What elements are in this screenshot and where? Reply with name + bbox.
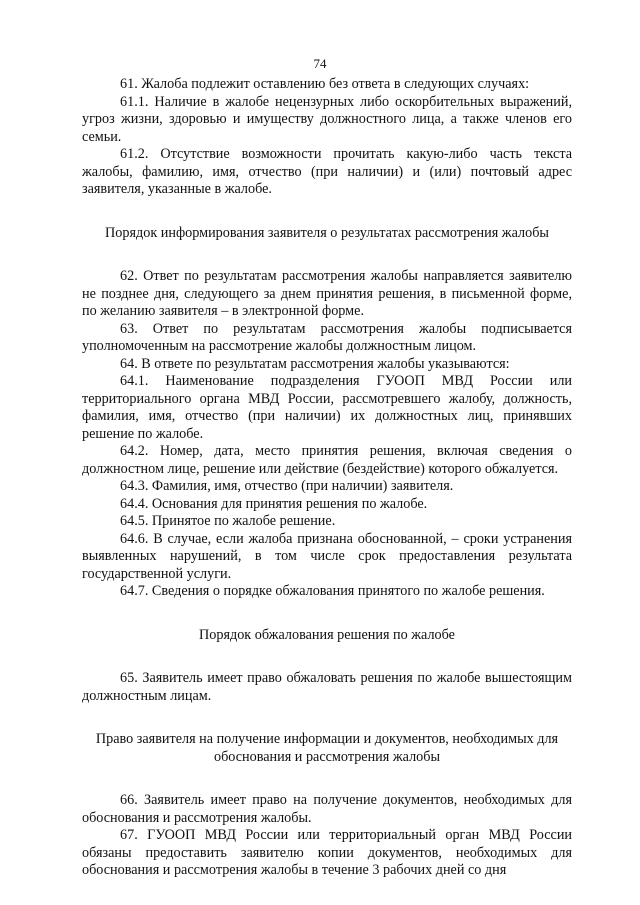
paragraph: 64.4. Основания для принятия решения по жалобе.	[120, 495, 428, 512]
paragraph: 64.6. В случае, если жалоба признана обоснованной, – сроки устранения выявленных нарушений, в том числе срок предоставления результата государственной услуги.	[82, 530, 572, 582]
paragraph: 64.7. Сведения о порядке обжалования принятого по жалобе решения.	[120, 583, 545, 599]
paragraph: 65. Заявитель имеет право обжаловать решения по жалобе вышестоящим должностным лицам.	[82, 670, 572, 704]
page-number: 74	[313, 56, 327, 71]
paragraph: 63. Ответ по результатам рассмотрения жалобы подписывается уполномоченным на рассмотрение жалобы должностным лицом.	[82, 320, 572, 354]
paragraph: 64.3. Фамилия, имя, отчество (при наличии) заявителя.	[120, 478, 454, 494]
section-heading: Порядок информирования заявителя о результатах рассмотрения жалобы	[105, 224, 549, 241]
paragraph: 62. Ответ по результатам рассмотрения жалобы направляется заявителю не позднее дня, следующего за днем принятия решения, в письменной форме, по желанию заявителя – в электронной форме.	[82, 268, 572, 319]
document-body	[82, 76, 572, 880]
section-heading: Право заявителя на получение информации и документов, необходимых для обоснования и рассмотрения жалобы	[95, 731, 559, 765]
paragraph: 64.2. Номер, дата, место принятия решения, включая сведения о должностном лице, решение или действие (бездействие) которого обжалуется.	[82, 443, 572, 477]
paragraph: 61.2. Отсутствие возможности прочитать какую-либо часть текста жалобы, фамилию, имя, отчество (при наличии) и (или) почтовый адрес заявителя, указанные в жалобе.	[82, 146, 572, 197]
section-heading: Порядок обжалования решения по жалобе	[199, 626, 455, 643]
paragraph: 61.1. Наличие в жалобе нецензурных либо оскорбительных выражений, угроз жизни, здоровью и имуществу должностного лица, а также членов его семьи.	[82, 93, 572, 145]
paragraph: 64. В ответе по результатам рассмотрения жалобы указываются:	[120, 355, 510, 372]
paragraph: 64.5. Принятое по жалобе решение.	[120, 513, 336, 529]
paragraph: 64.1. Наименование подразделения ГУООП МВД России или территориального органа МВД России, рассмотревшего жалобу, должность, фамилия, имя, отчество (при наличии) их должностных лиц, принявших решение по жалобе.	[82, 373, 572, 442]
paragraph: 67. ГУООП МВД России или территориальный орган МВД России обязаны предоставить заявителю копии документов, необходимых для обоснования и рассмотрения жалобы в течение 3 рабочих дней со дня	[82, 827, 572, 878]
paragraph: 66. Заявитель имеет право на получение документов, необходимых для обоснования и рассмотрения жалобы.	[82, 792, 572, 826]
paragraph: 61. Жалоба подлежит оставлению без ответа в следующих случаях:	[120, 76, 530, 92]
